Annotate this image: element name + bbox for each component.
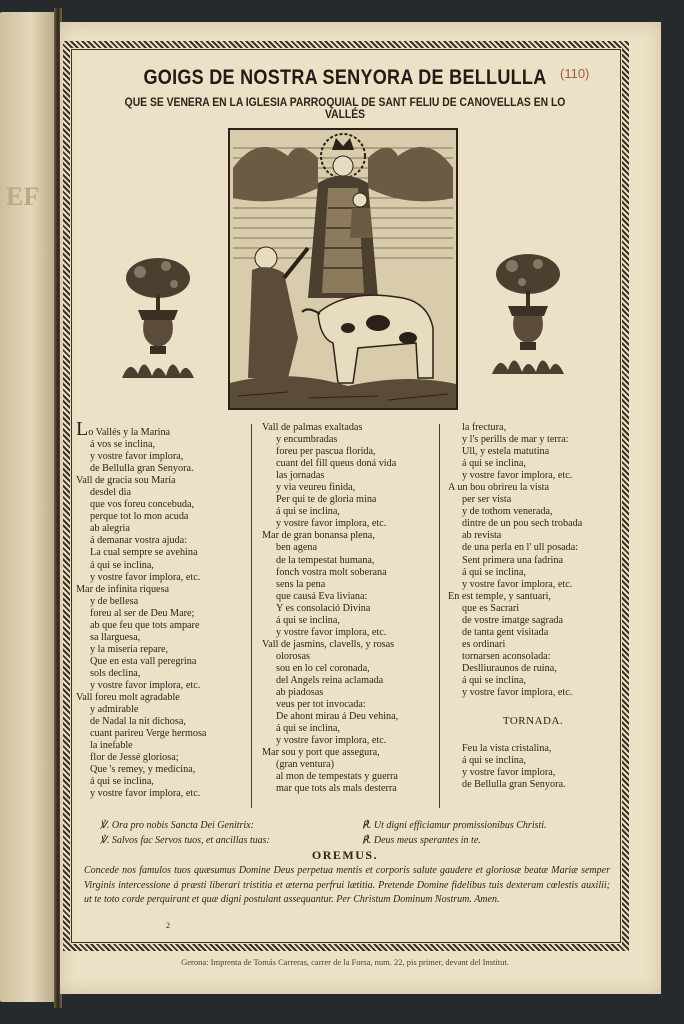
verse-line: fonch vostra molt soberana	[276, 566, 387, 578]
tornada-line: y vostre favor implora,	[462, 767, 556, 779]
tornada-line: á qui se inclina,	[462, 755, 526, 767]
verse-line: Mar de gran bonansa plena,	[262, 530, 375, 542]
verse-line: sols declina,	[90, 667, 141, 679]
verse-line: cuant del fill queus doná vida	[276, 458, 397, 470]
verse-line: y vostre favor implora, etc.	[276, 518, 387, 530]
verse-line: dintre de un pou sech trobada	[462, 518, 583, 530]
verse-line: ben agena	[276, 542, 318, 554]
printer-imprint: Gerona: Imprenta de Tomás Carreras, carrer de la Forsa, num. 22, pis primer, devant del Institut.	[181, 957, 509, 967]
verse-line: y via veureu finida,	[276, 482, 356, 494]
verse-line: y admirable	[90, 704, 139, 716]
verse-line: y vostre favor implora, etc.	[90, 788, 201, 800]
response-2: ℟. Deus meus sperantes in te.	[362, 835, 481, 846]
verse-line: Que 's remey, y medicina,	[90, 764, 196, 776]
verse-column-1	[76, 418, 244, 800]
verse-line: De ahont mirau á Deu vehina,	[276, 711, 399, 723]
verse-line: Que en esta vall peregrina	[90, 655, 197, 667]
verse-line: Per qui te de gloria mina	[276, 494, 377, 506]
verse-line: La cual sempre se avehina	[90, 547, 198, 559]
verse-line: A un bou obrireu la vista	[448, 482, 550, 494]
verse-line: y vostre favor implora, etc.	[462, 687, 573, 699]
verse-line: desdel dia	[90, 487, 132, 499]
verse-line: que vos foreu concebuda,	[90, 499, 195, 511]
verse-line: á vos se inclina,	[90, 439, 156, 451]
left-page-ghost-text: EF	[6, 182, 40, 211]
response-1: ℟. Ut digni efficiamur promissionibus Christi.	[362, 820, 547, 831]
verse-line: y encumbradas	[276, 434, 338, 446]
column-divider-1	[251, 424, 252, 808]
verse-line: y de bellesa	[90, 595, 139, 607]
verse-line: á qui se inclina,	[462, 566, 526, 578]
verse-column-3	[448, 422, 618, 791]
verse-line-text: o Vallés y la Marina	[88, 427, 171, 438]
verse-line: cuant parireu Verge hermosa	[90, 728, 207, 740]
verse-line: ab piadosas	[276, 687, 324, 699]
verse-line: de Bellulla gran Senyora.	[90, 463, 194, 475]
verse-line: de vostre imatge sagrada	[462, 614, 563, 626]
versicle-2: ℣. Salvos fac Servos tuos, et ancillas tuas:	[100, 835, 270, 846]
verse-line: la inefable	[90, 740, 133, 752]
verse-line: olorosas	[276, 650, 310, 662]
verse-column-2	[262, 422, 438, 795]
madonna-woodcut-image	[228, 128, 458, 410]
verse-line: que es Sacrari	[462, 602, 520, 614]
verse-line: de Nadal la nit dichosa,	[90, 716, 186, 728]
verse-line: per ser vista	[462, 494, 512, 506]
verse-line: flor de Jessé gloriosa;	[90, 752, 179, 764]
adjacent-page-edge	[0, 12, 56, 1002]
verse-line: á qui se inclina,	[462, 674, 526, 686]
verse-line: y vostre favor implora, etc.	[276, 735, 387, 747]
verse-line: de la tempestat humana,	[276, 554, 375, 566]
verse-line: á qui se inclina,	[276, 614, 340, 626]
verse-line: de una perla en l' ull posada:	[462, 542, 579, 554]
verse-line: foreu per pascua florida,	[276, 446, 376, 458]
verse-line: al mon de tempestats y guerra	[276, 771, 398, 783]
verse-line: Sent primera una fadrina	[462, 554, 563, 566]
verse-line: á qui se inclina,	[276, 723, 340, 735]
verse-line: Deslliuraunos de ruina,	[462, 662, 557, 674]
signature-mark: 2	[166, 921, 170, 930]
verse-line: Vall de jasmins, clavells, y rosas	[262, 638, 395, 650]
closing-prayer: Concede nos famulos tuos quæsumus Domine Deus perpetua mentis et corporis salute gaudere et gloriosæ beatæ Mariæ semper Virginis intercessione á præsti liberari tristitia et æterna perfrui lætitia. Pretende Domine fidelibus tuis dexteram cœlestis auxilii; ut te toto corde perquirant et quæ digni postulant assequantur. Per Christum Dominum Nostrum. Amen.	[84, 865, 610, 905]
verse-line: y vostre favor implora, etc.	[462, 578, 573, 590]
verse-line: ab revista	[462, 530, 502, 542]
verse-line: Y es consolació Divina	[276, 602, 371, 614]
column-divider-2	[439, 424, 440, 808]
versicle-1: ℣. Ora pro nobis Sancta Dei Genitrix:	[100, 820, 254, 831]
verse-line: y l's perills de mar y terra:	[462, 434, 569, 446]
verse-line: y vostre favor implora, etc.	[90, 679, 201, 691]
verse-line: sou en lo cel coronada,	[276, 662, 370, 674]
verse-line: y la miseria repare,	[90, 643, 169, 655]
verse-line: del Angels reina aclamada	[276, 674, 384, 686]
verse-line: Mar sou y port que assegura,	[262, 747, 380, 759]
verse-line	[76, 418, 244, 440]
verse-line: sens la pena	[276, 578, 326, 590]
page-subtitle: QUE SE VENERA EN LA IGLESIA PARROQUIAL DE SANT FELIU DE CANOVELLAS EN LO VALLÉS	[124, 97, 566, 121]
verse-line: y vostre favor implora,	[90, 451, 184, 463]
verse-line: y vostre favor implora, etc.	[276, 626, 387, 638]
verse-line: (gran ventura)	[276, 759, 334, 771]
verse-line: que causá Eva liviana:	[276, 590, 368, 602]
versicle-left-block	[100, 818, 270, 848]
verse-line: Vall de palmas exaltadas	[262, 422, 363, 433]
verse-line: á demanar vostra ajuda:	[90, 535, 188, 547]
verse-line: tornarsen aconsolada:	[462, 650, 551, 662]
tornada-heading: TORNADA.	[502, 715, 564, 728]
verse-line: veus per tot invocada:	[276, 699, 366, 711]
verse-line: la frectura,	[462, 422, 507, 433]
verse-line: Mar de infinita riquesa	[76, 583, 170, 595]
verse-line: ab que feu que tots ampare	[90, 619, 200, 631]
verse-line: ab alegria	[90, 523, 130, 535]
verse-line: perque tot lo mon acuda	[90, 511, 189, 523]
verse-line: las jornadas	[276, 470, 325, 482]
drop-cap: L	[76, 418, 89, 440]
verse-line: es ordinari	[462, 638, 506, 650]
verse-line: foreu al ser de Deu Mare;	[90, 607, 195, 619]
verse-line: Vall foreu molt agradable	[76, 692, 180, 704]
verse-line: á qui se inclina,	[462, 458, 526, 470]
flower-pot-right-icon	[488, 246, 568, 376]
verse-line: En est temple, y santuari,	[448, 590, 551, 602]
verse-line: mar que tots als mals desterra	[276, 783, 397, 795]
oremus-heading: OREMUS.	[311, 848, 379, 862]
verse-line: sa llarguesa,	[90, 631, 141, 643]
flower-pot-left-icon	[118, 250, 198, 380]
catalog-number: (110)	[560, 66, 590, 81]
verse-line: á qui se inclina,	[90, 559, 154, 571]
verse-line: y vostre favor implora, etc.	[462, 470, 573, 482]
verse-line: á qui se inclina,	[276, 506, 340, 518]
tornada-line: Feu la vista cristalina,	[462, 743, 552, 755]
verse-line: y vostre favor implora, etc.	[90, 571, 201, 583]
verse-line: Ull, y estela matutina	[462, 446, 550, 458]
verse-line: de tanta gent visitada	[462, 626, 549, 638]
tornada-line: de Bellulla gran Senyora.	[462, 779, 566, 791]
verse-line: Vall de gracia sou María	[76, 475, 176, 487]
versicle-right-block	[362, 818, 547, 848]
verse-line: á qui se inclina,	[90, 776, 154, 788]
verse-line: y de tothom venerada,	[462, 506, 553, 518]
page-title: GOIGS DE NOSTRA SENYORA DE BELLULLA	[143, 66, 547, 89]
